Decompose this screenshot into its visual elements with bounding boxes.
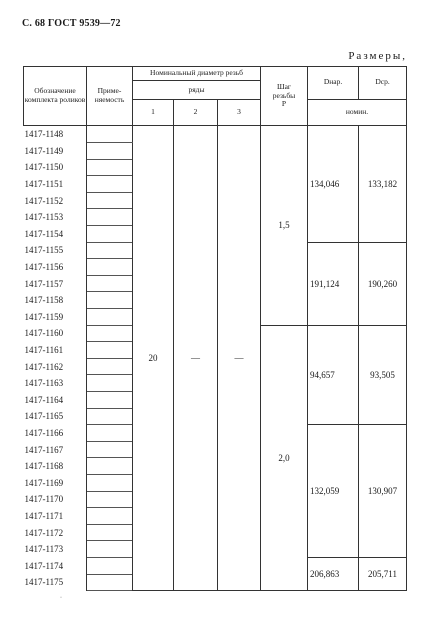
roller-set-code: 1417-1155: [24, 242, 87, 259]
page-header: С. 68 ГОСТ 9539—72: [22, 18, 121, 29]
roller-set-code: 1417-1151: [24, 176, 87, 193]
applicability-cell: [87, 325, 133, 342]
roller-set-table: [23, 66, 407, 591]
d-sr-value: 190,260: [359, 242, 407, 325]
applicability-cell: [87, 508, 133, 525]
d-sr-value: 133,182: [359, 126, 407, 243]
d-nar-value: 206,863: [308, 557, 359, 590]
roller-set-code: 1417-1156: [24, 259, 87, 276]
applicability-cell: [87, 143, 133, 160]
roller-set-code: 1417-1154: [24, 226, 87, 243]
header-rows: ряды: [133, 81, 261, 99]
header-nominal-diameter: Номинальный диаметр резьб: [133, 67, 261, 81]
roller-set-code: 1417-1157: [24, 275, 87, 292]
roller-set-code: 1417-1171: [24, 508, 87, 525]
applicability-cell: [87, 209, 133, 226]
roller-set-code: 1417-1163: [24, 375, 87, 392]
header-row-2: 2: [174, 99, 218, 125]
roller-set-code: 1417-1173: [24, 541, 87, 558]
roller-set-code: 1417-1175: [24, 574, 87, 591]
applicability-cell: [87, 491, 133, 508]
roller-set-code: 1417-1158: [24, 292, 87, 309]
applicability-cell: [87, 342, 133, 359]
applicability-cell: [87, 275, 133, 292]
applicability-cell: [87, 292, 133, 309]
roller-set-code: 1417-1149: [24, 143, 87, 160]
dimensions-label: Размеры,: [348, 50, 407, 62]
d-nar-value: 134,046: [308, 126, 359, 243]
d-sr-value: 130,907: [359, 425, 407, 558]
roller-set-code: 1417-1169: [24, 474, 87, 491]
roller-set-code: 1417-1165: [24, 408, 87, 425]
d-nar-value: 132,059: [308, 425, 359, 558]
applicability-cell: [87, 458, 133, 475]
header-d-sr: Dср.: [359, 67, 407, 100]
applicability-cell: [87, 309, 133, 326]
page-mark: ·: [60, 595, 62, 601]
thread-pitch: 1,5: [261, 126, 308, 326]
diameter-row-2: —: [174, 126, 218, 591]
header-pitch: Шаг резьбы P: [261, 67, 308, 126]
roller-set-code: 1417-1153: [24, 209, 87, 226]
header-row-1: 1: [133, 99, 174, 125]
roller-set-code: 1417-1161: [24, 342, 87, 359]
header-d-nar: Dнар.: [308, 67, 359, 100]
d-sr-value: 205,711: [359, 557, 407, 590]
applicability-cell: [87, 159, 133, 176]
thread-pitch: 2,0: [261, 325, 308, 591]
applicability-cell: [87, 226, 133, 243]
header-row-3: 3: [218, 99, 261, 125]
applicability-cell: [87, 242, 133, 259]
d-sr-value: 93,505: [359, 325, 407, 425]
applicability-cell: [87, 375, 133, 392]
roller-set-code: 1417-1160: [24, 325, 87, 342]
applicability-cell: [87, 574, 133, 591]
applicability-cell: [87, 259, 133, 276]
header-applicability: Приме- няемость: [87, 67, 133, 126]
applicability-cell: [87, 176, 133, 193]
applicability-cell: [87, 524, 133, 541]
applicability-cell: [87, 126, 133, 143]
applicability-cell: [87, 557, 133, 574]
applicability-cell: [87, 441, 133, 458]
header-nominal: номин.: [308, 99, 407, 125]
roller-set-code: 1417-1152: [24, 192, 87, 209]
applicability-cell: [87, 408, 133, 425]
roller-set-code: 1417-1159: [24, 309, 87, 326]
d-nar-value: 191,124: [308, 242, 359, 325]
roller-set-code: 1417-1166: [24, 425, 87, 442]
roller-set-code: 1417-1167: [24, 441, 87, 458]
roller-set-code: 1417-1174: [24, 557, 87, 574]
applicability-cell: [87, 474, 133, 491]
d-nar-value: 94,657: [308, 325, 359, 425]
roller-set-code: 1417-1168: [24, 458, 87, 475]
header-designation: Обозначение комплекта роликов: [24, 67, 87, 126]
diameter-row-3: —: [218, 126, 261, 591]
roller-set-code: 1417-1164: [24, 392, 87, 409]
roller-set-code: 1417-1150: [24, 159, 87, 176]
roller-set-code: 1417-1170: [24, 491, 87, 508]
applicability-cell: [87, 358, 133, 375]
applicability-cell: [87, 425, 133, 442]
table-row: [24, 126, 407, 143]
roller-set-code: 1417-1162: [24, 358, 87, 375]
roller-set-code: 1417-1172: [24, 524, 87, 541]
roller-set-code: 1417-1148: [24, 126, 87, 143]
applicability-cell: [87, 192, 133, 209]
applicability-cell: [87, 541, 133, 558]
diameter-row-1: 20: [133, 126, 174, 591]
applicability-cell: [87, 392, 133, 409]
